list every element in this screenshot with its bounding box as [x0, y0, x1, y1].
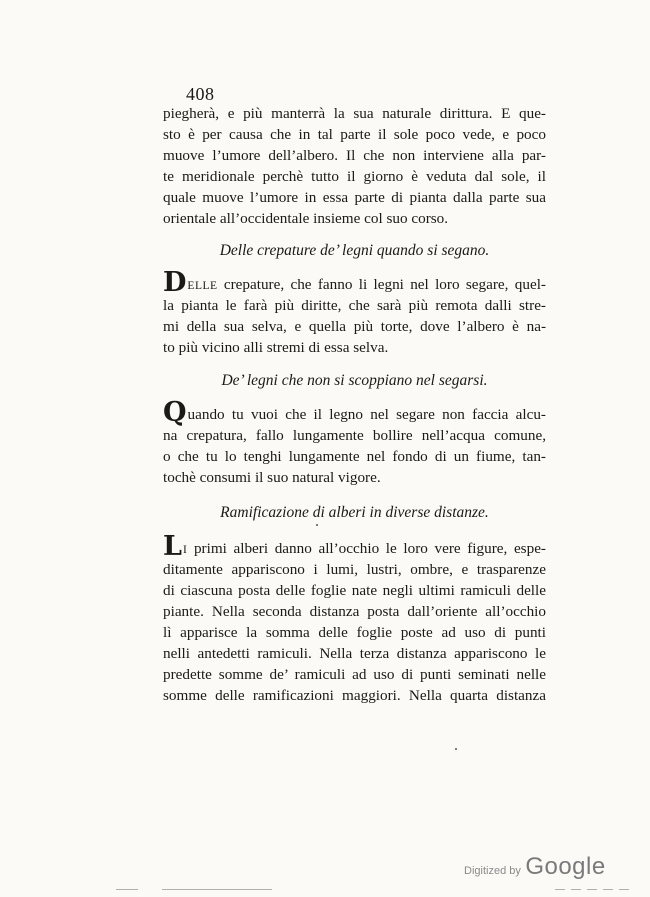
- text-line: to più vicino alli stremi di essa selva.: [163, 339, 389, 356]
- section-heading: Delle crepature de’ legni quando si segano.: [219, 242, 490, 259]
- text-line: orientale all’occidentale insieme col suo corso.: [163, 210, 449, 227]
- scan-edge-line: [116, 889, 138, 890]
- scan-edge-line: [555, 889, 635, 890]
- paragraph-3: [163, 397, 546, 488]
- google-logo: Google: [525, 853, 606, 880]
- text-run: crepature, che fanno li legni nel loro segare, quel-: [217, 276, 546, 293]
- text-line: piante. Nella seconda distanza posta dall’oriente all’occhio: [163, 603, 546, 620]
- digitized-by-text: Digitized by: [464, 865, 521, 877]
- text-line: na crepatura, fallo lungamente bollire nell’acqua comune,: [163, 427, 546, 444]
- drop-cap: L: [163, 531, 182, 562]
- text-line: te meridionale perchè tutto il giorno è veduta dal sole, il: [163, 168, 546, 185]
- page-number: 408: [186, 84, 215, 104]
- scan-speck: [316, 524, 318, 526]
- paragraph-4: [163, 531, 546, 706]
- text-line: nelli antedetti ramiculi. Nella terza distanza appariscono le: [163, 645, 546, 662]
- text-line: tochè consumi il suo natural vigore.: [163, 469, 381, 486]
- text-line: somme delle ramificazioni maggiori. Nella quarta distanza: [163, 687, 546, 704]
- scan-speck: [455, 748, 457, 750]
- text-line: o che tu lo tenghi lungamente nel fondo di un fiume, tan-: [163, 448, 546, 465]
- text-line: la pianta le farà più diritte, che sarà più remota dalli stre-: [163, 297, 546, 314]
- section-heading: Ramificazione di alberi in diverse distanze.: [220, 504, 489, 521]
- google-watermark: [464, 853, 606, 881]
- paragraph-1: [163, 103, 546, 229]
- text-line: muove l’umore dell’albero. Il che non interviene alla par-: [163, 147, 546, 164]
- text-line: mi della sua selva, e quella più torte, dove l’albero è na-: [163, 318, 546, 335]
- section-heading: De’ legni che non si scoppiano nel segarsi.: [221, 372, 488, 389]
- text-line: sto è per causa che in tal parte il sole poco vede, e poco: [163, 126, 546, 143]
- text-line: [163, 531, 546, 562]
- text-line: di ciascuna posta delle foglie nate negli ultimi ramiculi delle: [163, 582, 546, 599]
- scan-edge-line: [162, 889, 272, 890]
- text-run: uando tu vuoi che il legno nel segare non faccia alcu-: [187, 406, 546, 423]
- text-line: lì apparisce la somma delle foglie poste ad uso di punti: [163, 624, 546, 641]
- text-run: primi alberi danno all’occhio le loro vere figure, espe-: [187, 540, 546, 557]
- drop-cap: D: [163, 267, 187, 298]
- drop-cap: Q: [163, 397, 187, 428]
- text-line: [163, 267, 546, 298]
- text-line: ditamente appariscono i lumi, lustri, ombre, e trasparenze: [163, 561, 546, 578]
- text-line: piegherà, e più manterrà la sua naturale dirittura. E que-: [163, 105, 546, 122]
- text-line: predette somme de’ ramiculi ad uso di punti seminati nelle: [163, 666, 546, 683]
- paragraph-2: [163, 267, 546, 358]
- small-caps: ELLE: [187, 280, 218, 292]
- small-caps: I: [182, 544, 188, 556]
- text-line: quale muove l’umore in essa parte di pianta dalla parte sua: [163, 189, 546, 206]
- text-line: [163, 397, 546, 428]
